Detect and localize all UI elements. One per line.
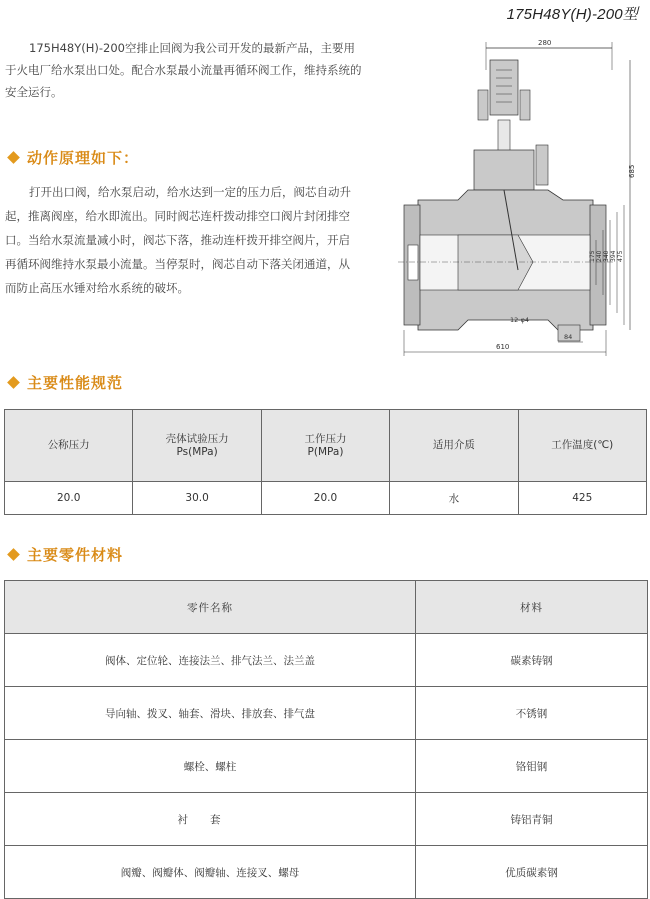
performance-heading-label: 主要性能规范 xyxy=(27,373,124,392)
material-cell: 铸铝青铜 xyxy=(416,793,648,846)
part-cell: 导向轴、拨叉、轴套、滑块、排放套、排气盘 xyxy=(5,687,416,740)
dim-610-label: 610 xyxy=(496,343,510,351)
table-cell: 20.0 xyxy=(261,482,389,515)
principle-heading-label: 动作原理如下： xyxy=(27,148,140,167)
header-shell-test: 壳体试验压力 xyxy=(165,432,229,445)
valve-cross-section-drawing xyxy=(398,30,648,360)
dim-340-label: 340 xyxy=(603,250,610,262)
table-cell: 20.0 xyxy=(5,482,133,515)
principle-text: 打开出口阀，给水泵启动，给水达到一定的压力后，阀芯自动升起，推离阀座，给水即流出。同时阀芯连杆拨动排空口阀片封闭排空口。当给水泵流量减小时，阀芯下落，推动连杆拨开排空阀片，开启再循环阀维持水泵最小流量。当停泵时，阀芯自动下落关闭通道，从而防止高压水锤对给水系统的破坏。 xyxy=(5,185,351,295)
header-material: 材料 xyxy=(416,581,648,634)
materials-heading xyxy=(6,544,123,564)
table-cell: 30.0 xyxy=(133,482,261,515)
dim-394-label: 394 xyxy=(610,250,617,262)
header-medium: 适用介质 xyxy=(432,439,475,451)
diamond-bullet-icon xyxy=(7,376,20,389)
material-cell: 碳素铸钢 xyxy=(416,634,648,687)
dim-475-label: 475 xyxy=(617,250,624,262)
table-row xyxy=(5,482,647,515)
header-working-pressure-unit: P(MPa) xyxy=(307,445,344,458)
dim-685-label: 685 xyxy=(628,164,636,178)
header-shell-test-unit: Ps(MPa) xyxy=(176,445,218,458)
header-cell xyxy=(261,410,389,482)
material-cell: 铬钼钢 xyxy=(416,740,648,793)
model-title: 175H48Y(H)-200型 xyxy=(506,6,638,23)
table-row xyxy=(5,846,648,899)
valve-bonnet xyxy=(490,60,518,115)
table-header-row xyxy=(5,581,648,634)
table-row xyxy=(5,793,648,846)
table-row xyxy=(5,634,648,687)
table-cell: 425 xyxy=(518,482,646,515)
principle-heading xyxy=(6,147,139,167)
vent-fitting xyxy=(536,145,548,185)
part-cell: 衬套 xyxy=(5,793,416,846)
materials-table xyxy=(4,580,648,899)
intro-paragraph xyxy=(5,37,365,103)
header-cell xyxy=(5,410,133,482)
bonnet-flange-left xyxy=(478,90,488,120)
part-cell: 阀体、定位轮、连接法兰、排气法兰、法兰盖 xyxy=(5,634,416,687)
header-cell xyxy=(133,410,261,482)
diamond-bullet-icon xyxy=(7,151,20,164)
outlet-flange xyxy=(590,205,606,325)
material-cell: 优质碳素钢 xyxy=(416,846,648,899)
principle-paragraph xyxy=(5,180,353,300)
table-row xyxy=(5,740,648,793)
table-header-row xyxy=(5,410,647,482)
bolt-hole-label: 12-φ4 xyxy=(510,316,530,324)
table-cell: 水 xyxy=(390,482,518,515)
dim-280-label: 280 xyxy=(538,39,552,47)
header-nominal-pressure: 公称压力 xyxy=(47,439,90,451)
material-cell: 不锈钢 xyxy=(416,687,648,740)
header-working-pressure: 工作压力 xyxy=(304,432,347,445)
valve-neck xyxy=(474,150,534,190)
diamond-bullet-icon xyxy=(7,548,20,561)
part-cell: 螺栓、螺柱 xyxy=(5,740,416,793)
part-cell: 阀瓣、阀瓣体、阀瓣轴、连接叉、螺母 xyxy=(5,846,416,899)
bonnet-flange-right xyxy=(520,90,530,120)
header-temperature: 工作温度(℃) xyxy=(551,439,614,451)
performance-heading xyxy=(6,372,123,392)
inlet-port xyxy=(408,245,418,280)
performance-table xyxy=(4,409,647,515)
dim-175-label: 175 xyxy=(589,250,596,262)
valve-disc xyxy=(458,235,533,290)
intro-text: 175H48Y(H)-200空排止回阀为我公司开发的最新产品，主要用于火电厂给水泵出口处。配合水泵最小流量再循环阀工作，维持系统的安全运行。 xyxy=(5,41,362,99)
dim-240-label: 240 xyxy=(596,250,603,262)
materials-heading-label: 主要零件材料 xyxy=(27,545,124,564)
dim-84-label: 84 xyxy=(564,333,573,341)
header-part-name: 零件名称 xyxy=(5,581,416,634)
table-row xyxy=(5,687,648,740)
header-cell xyxy=(390,410,518,482)
header-cell xyxy=(518,410,646,482)
